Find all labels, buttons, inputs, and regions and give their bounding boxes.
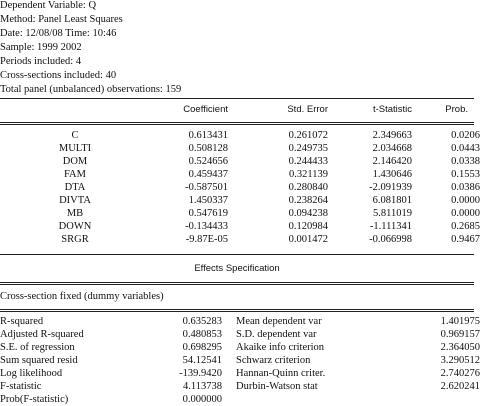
t-statistic-value: 1.430646 <box>372 169 412 180</box>
variable-name: DTA <box>64 182 86 193</box>
coefficient-value: 1.450337 <box>188 195 228 206</box>
stat-label: Prob(F-statistic) <box>0 394 69 405</box>
stat-label: Hannan-Quinn criter. <box>236 368 326 379</box>
coefficient-value: -0.587501 <box>185 182 228 193</box>
stat-value: 2.740276 <box>440 368 480 379</box>
std-error-value: 0.280840 <box>288 182 328 193</box>
coefficient-value: 0.459437 <box>188 169 228 180</box>
coefficient-value: -9.87E-05 <box>185 234 228 245</box>
std-error-value: 0.261072 <box>288 130 328 141</box>
stat-label: R-squared <box>0 316 44 327</box>
coefficient-value: 0.508128 <box>188 143 228 154</box>
std-error-value: 0.120984 <box>288 221 328 232</box>
coefficient-bottom-rule <box>0 254 474 255</box>
stat-value: 2.620241 <box>440 381 480 392</box>
variable-name: C <box>71 130 79 141</box>
variable-name: MB <box>66 208 84 219</box>
sample-line: Sample: 1999 2002 <box>0 42 82 53</box>
top-rule <box>0 98 474 99</box>
stat-value: 0.698295 <box>182 342 222 353</box>
t-statistic-value: 5.811019 <box>373 208 412 219</box>
prob-value: 0.0338 <box>451 156 480 167</box>
t-statistic-value: -1.111341 <box>369 221 412 232</box>
observations-line: Total panel (unbalanced) observations: 159 <box>0 84 182 95</box>
coefficient-value: 0.547619 <box>188 208 228 219</box>
variable-name: FAM <box>64 169 86 180</box>
variable-name: DOM <box>62 156 88 167</box>
t-statistic-value: 6.081801 <box>372 195 412 206</box>
stat-value: 0.635283 <box>182 316 222 327</box>
header-rule-2 <box>0 124 474 125</box>
std-error-value: 0.001472 <box>288 234 328 245</box>
stat-value: 0.480853 <box>182 329 222 340</box>
header-rule-1 <box>0 122 474 123</box>
variable-name: SRGR <box>61 234 89 245</box>
stat-label: Akaike info criterion <box>236 342 325 353</box>
variable-name: DIVTA <box>59 195 91 206</box>
cross-section-spec: Cross-section fixed (dummy variables) <box>0 291 164 302</box>
coefficient-value: 0.613431 <box>188 130 228 141</box>
stat-label: Adjusted R-squared <box>0 329 84 340</box>
t-statistic-value: -2.091939 <box>369 182 412 193</box>
t-statistic-value: 2.349663 <box>372 130 412 141</box>
stat-value: 3.290512 <box>440 355 480 366</box>
column-header-coefficient: Coefficient <box>183 104 228 115</box>
variable-name: DOWN <box>58 221 92 232</box>
prob-value: 0.0386 <box>451 182 480 193</box>
column-header-std-error: Std. Error <box>287 104 328 115</box>
variable-name: MULTI <box>58 143 92 154</box>
prob-value: 0.0443 <box>451 143 480 154</box>
prob-value: 0.0000 <box>451 195 480 206</box>
stat-value: 54.12541 <box>182 355 222 366</box>
prob-value: 0.0206 <box>451 130 480 141</box>
stat-label: Mean dependent var <box>236 316 322 327</box>
std-error-value: 0.249735 <box>288 143 328 154</box>
stat-value: 4.113738 <box>183 381 222 392</box>
stat-label: F-statistic <box>0 381 42 392</box>
std-error-value: 0.094238 <box>288 208 328 219</box>
dependent-variable-line: Dependent Variable: Q <box>0 0 97 11</box>
stat-value: 0.000000 <box>182 394 222 405</box>
stat-label: Schwarz criterion <box>236 355 311 366</box>
prob-value: 0.9467 <box>451 234 480 245</box>
prob-value: 0.0000 <box>451 208 480 219</box>
t-statistic-value: 2.146420 <box>372 156 412 167</box>
date-time-line: Date: 12/08/08 Time: 10:46 <box>0 28 117 39</box>
effects-rule-3 <box>0 309 474 310</box>
t-statistic-value: 2.034668 <box>372 143 412 154</box>
stat-value: 1.401975 <box>440 316 480 327</box>
periods-line: Periods included: 4 <box>0 56 82 67</box>
effects-specification-title: Effects Specification <box>194 263 280 274</box>
coefficient-value: -0.134433 <box>185 221 228 232</box>
column-header-t-statistic: t-Statistic <box>372 104 412 115</box>
std-error-value: 0.244433 <box>288 156 328 167</box>
effects-rule-1 <box>0 282 474 283</box>
stat-label: Log likelihood <box>0 368 63 379</box>
stat-label: Durbin-Watson stat <box>236 381 318 392</box>
method-line: Method: Panel Least Squares <box>0 14 123 25</box>
t-statistic-value: -0.066998 <box>369 234 412 245</box>
stat-label: Sum squared resid <box>0 355 78 366</box>
prob-value: 0.2685 <box>451 221 480 232</box>
std-error-value: 0.238264 <box>288 195 328 206</box>
stat-value: 2.364050 <box>440 342 480 353</box>
effects-rule-2 <box>0 284 474 285</box>
stat-label: S.E. of regression <box>0 342 75 353</box>
std-error-value: 0.321139 <box>289 169 328 180</box>
effects-rule-4 <box>0 311 474 312</box>
cross-sections-line: Cross-sections included: 40 <box>0 70 117 81</box>
stat-value: 0.969157 <box>440 329 480 340</box>
coefficient-value: 0.524656 <box>188 156 228 167</box>
stat-value: -139.9420 <box>179 368 222 379</box>
prob-value: 0.1553 <box>451 169 480 180</box>
stat-label: S.D. dependent var <box>236 329 317 340</box>
column-header-prob: Prob. <box>445 104 468 115</box>
